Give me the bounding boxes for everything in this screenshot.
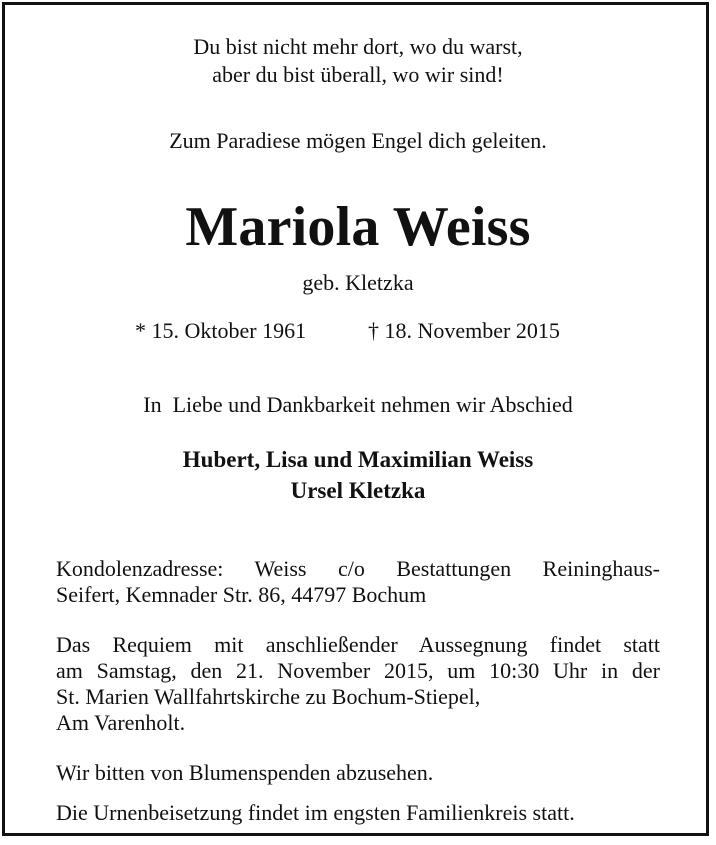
- flowers-note: [56, 760, 660, 786]
- condolence-address: [56, 556, 660, 608]
- deceased-name: Mariola Weiss: [185, 196, 531, 258]
- requiem-line-4: Am Varenholt.: [56, 710, 186, 735]
- requiem-paragraph: [56, 632, 660, 736]
- farewell-text-content: In Liebe und Dankbarkeit nehmen wir Abschied: [143, 392, 573, 417]
- requiem-line-1: Das Requiem mit anschließender Aussegnung findet statt: [56, 632, 660, 657]
- birth-date: * 15. Oktober 1961: [135, 318, 307, 343]
- verse-line-1: Du bist nicht mehr dort, wo du warst,: [193, 34, 523, 59]
- farewell-text: [0, 392, 716, 418]
- flowers-note-text: Wir bitten von Blumenspenden abzusehen.: [56, 760, 434, 785]
- mourners-line-2: Ursel Kletzka: [290, 478, 426, 503]
- mourners-line-1: Hubert, Lisa und Maximilian Weiss: [182, 447, 534, 472]
- condolence-line-2: Seifert, Kemnader Str. 86, 44797 Bochum: [56, 582, 427, 607]
- condolence-line-1: Kondolenzadresse: Weiss c/o Bestattungen Reininghaus-: [56, 556, 660, 581]
- urn-note: [56, 800, 660, 826]
- verse-line-3: Zum Paradiese mögen Engel dich geleiten.: [169, 128, 547, 153]
- requiem-line-2: am Samstag, den 21. November 2015, um 10:30 Uhr in der: [56, 658, 660, 683]
- maiden-name: geb. Kletzka: [302, 270, 414, 295]
- urn-note-text: Die Urnenbeisetzung findet im engsten Familienkreis statt.: [56, 800, 575, 825]
- requiem-line-3: St. Marien Wallfahrtskirche zu Bochum-Stiepel,: [56, 684, 481, 709]
- death-date: † 18. November 2015: [368, 318, 560, 343]
- verse-line-2: aber du bist überall, wo wir sind!: [212, 62, 504, 87]
